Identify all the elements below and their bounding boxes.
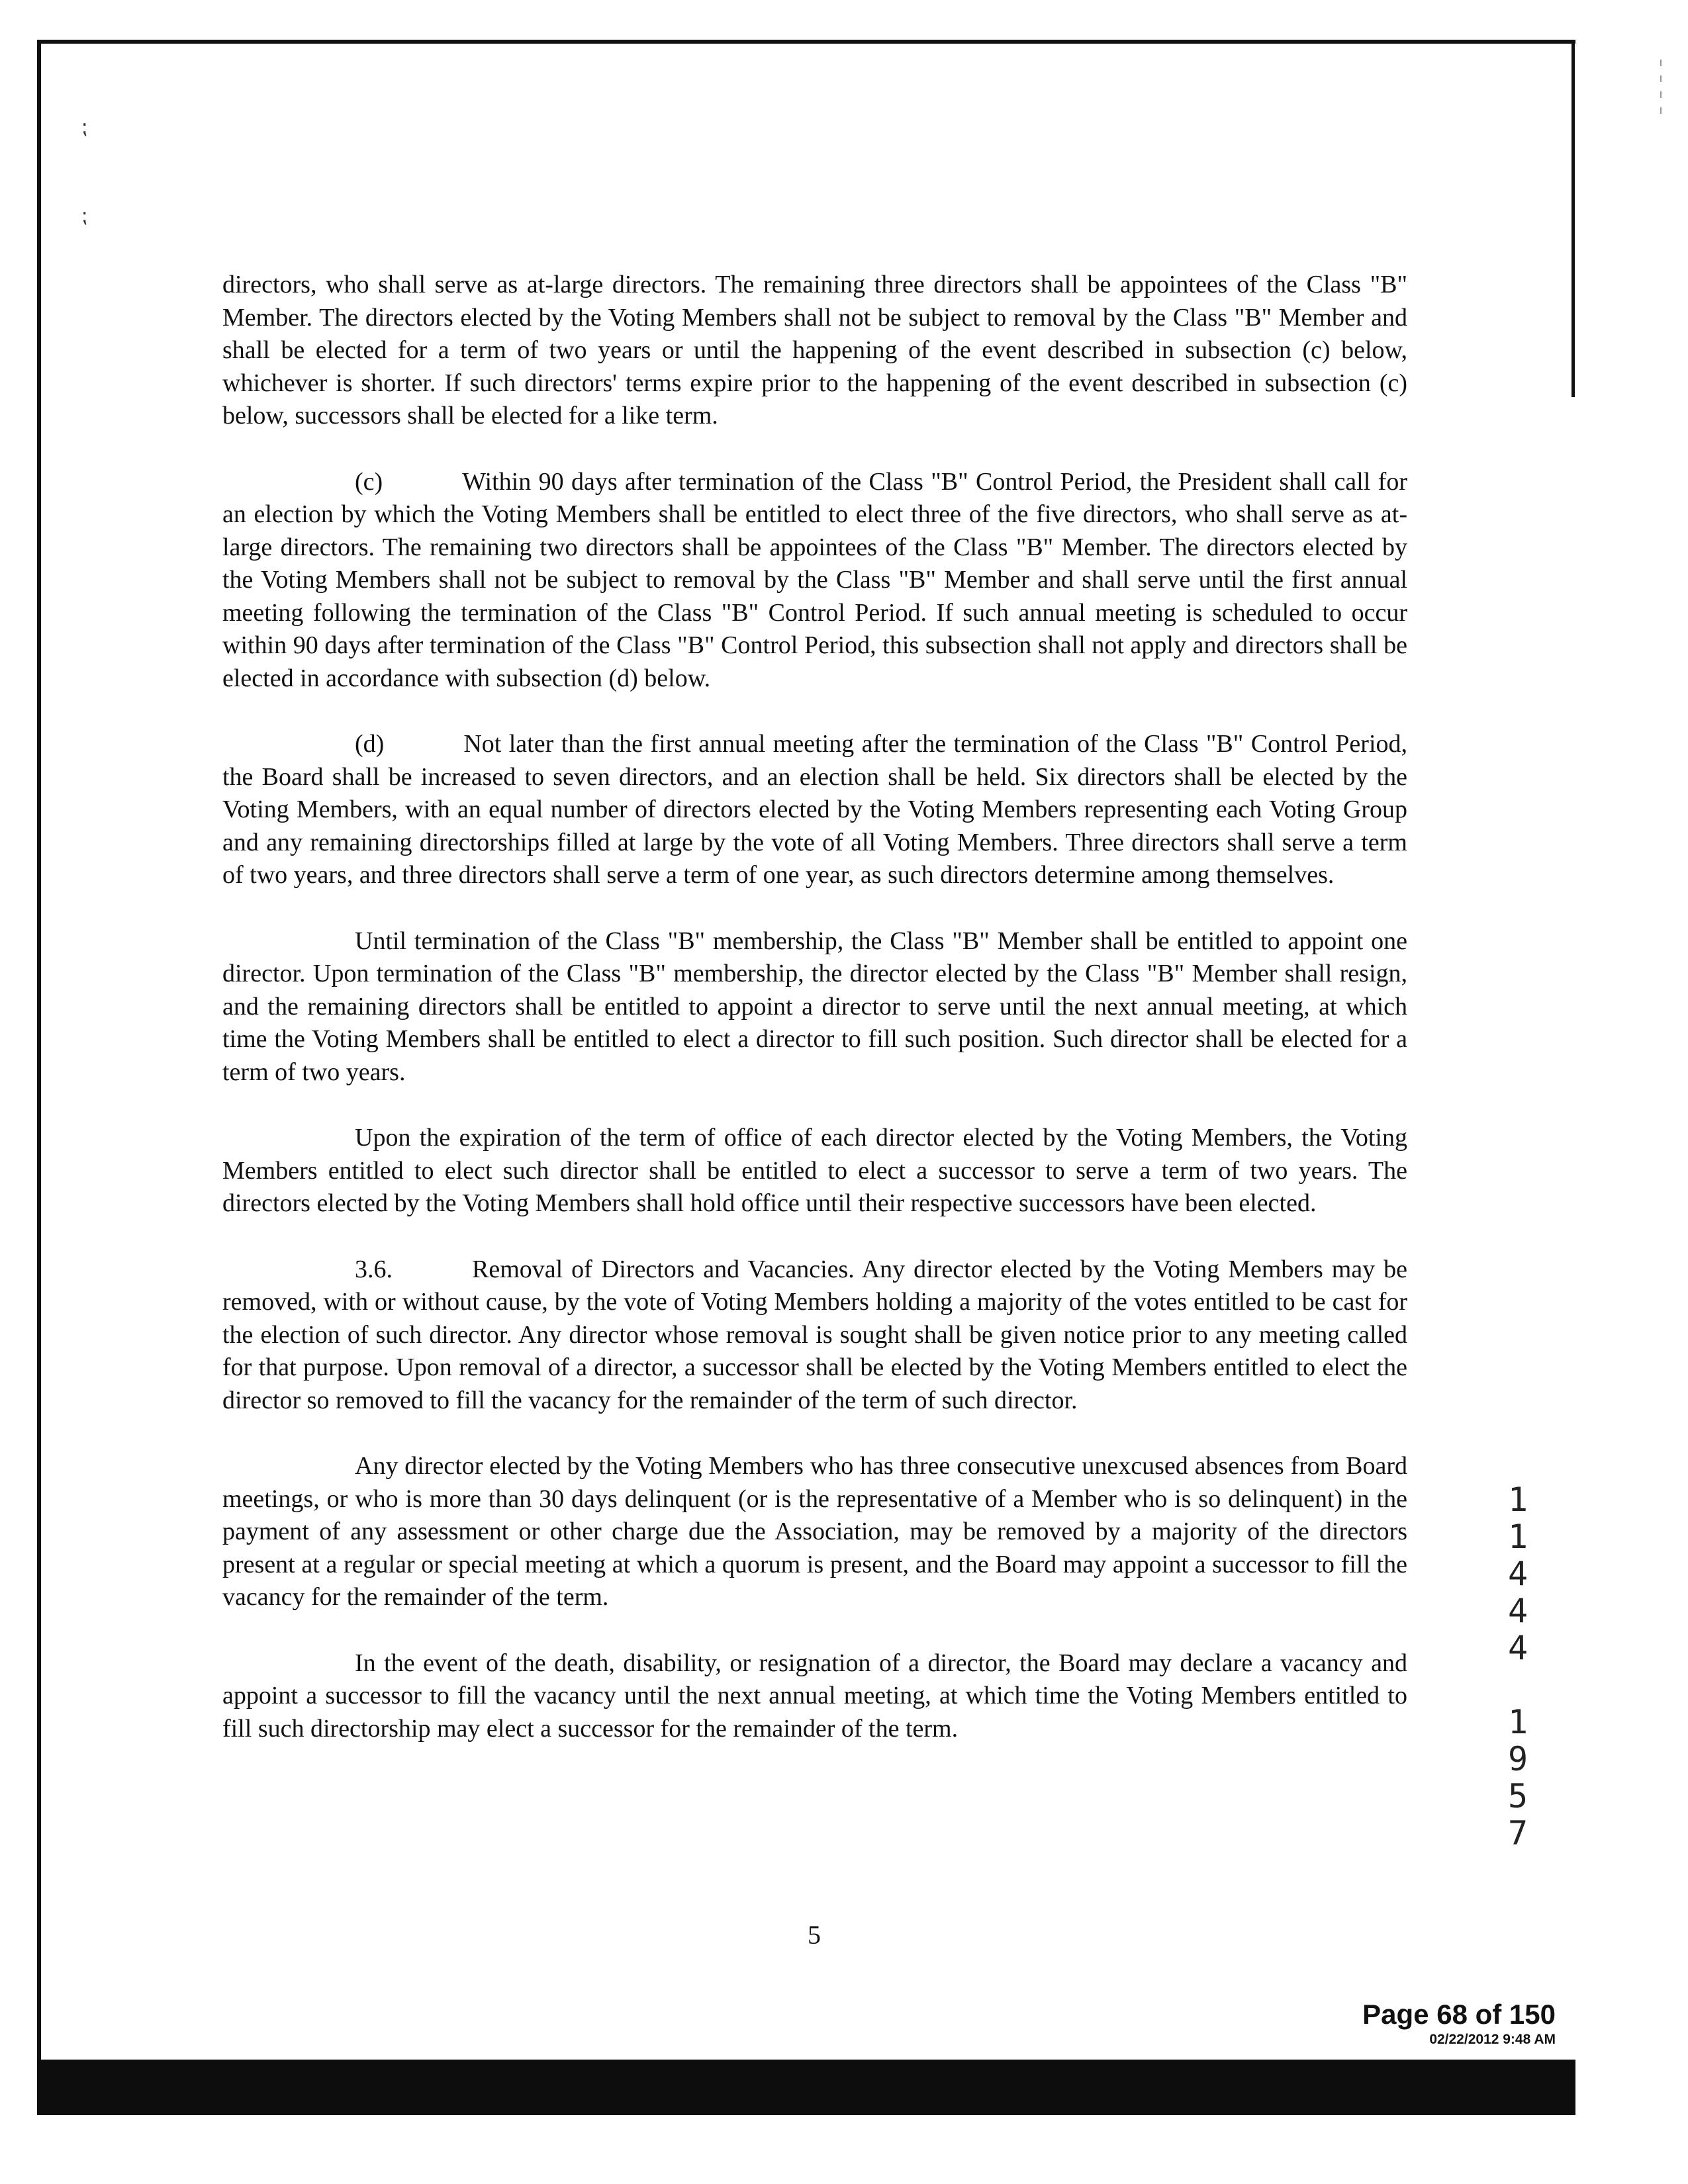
paragraph-subsection-c xyxy=(222,466,1407,696)
paragraph-text: directors, who shall serve as at-large directors. The remaining three directors shall be appointees of the Class "B" Member. The directors elected by the Voting Members shall not be subject to removal by the Class "B" Member and shall be elected for a term of two years or until the happening of the event described in subsection (c) below, whichever is shorter. If such directors' terms expire prior to the happening of the event described in subsection (c) below, successors shall be elected for a like term. xyxy=(222,271,1407,430)
paragraph-vacancy xyxy=(222,1647,1407,1746)
stamp-digit: 4 xyxy=(1507,1592,1528,1630)
paragraph-text: Any director elected by the Voting Members may be removed, with or without cause, by the vote of Voting Members holding a majority of the votes entitled to be cast for the election of such director. Any director whose removal is sought shall be given notice prior to any meeting called for that purpose. Upon removal of a director, a successor shall be elected by the Voting Members entitled to elect the director so removed to fill the vacancy for the remainder of the term of such director. xyxy=(222,1255,1408,1414)
paragraph-absences xyxy=(222,1450,1407,1614)
document-body xyxy=(222,269,1407,1778)
subsection-marker: (c) xyxy=(355,467,383,496)
stamp-digit: 7 xyxy=(1507,1814,1528,1852)
scan-speck: ⁏ xyxy=(81,116,88,139)
print-timestamp: 02/22/2012 9:48 AM xyxy=(1429,2032,1556,2047)
scan-speck: ⁏ xyxy=(81,205,88,228)
paragraph-text: Until termination of the Class "B" membership, the Class "B" Member shall be entitled to appoint one director. Upon termination of the Class "B" membership, the director elected by the Class "B" Member shall resign, and the remaining directors shall be entitled to appoint a director to serve until the next annual meeting, at which time the Voting Members shall be entitled to elect a director to fill such position. Such director shall be elected for a term of two years. xyxy=(222,927,1407,1086)
page-border-right xyxy=(1571,40,1575,397)
stamp-gap xyxy=(1501,1666,1534,1704)
paragraph-term-expiration xyxy=(222,1122,1407,1220)
paragraph-subsection-d xyxy=(222,728,1407,892)
stamp-digit: 5 xyxy=(1507,1777,1528,1815)
paragraph-text: In the event of the death, disability, or resignation of a director, the Board may declare a vacancy and appoint a successor to fill the vacancy until the next annual meeting, at which time the Voting Members entitled to fill such directorship may elect a successor for the remainder of the term. xyxy=(222,1649,1407,1743)
section-number: 3.6. xyxy=(355,1255,393,1283)
stamp-digit: 9 xyxy=(1507,1740,1528,1778)
page-number: 5 xyxy=(808,1920,821,1950)
stamp-digit: 1 xyxy=(1507,1480,1528,1519)
paragraph-section-3-6 xyxy=(222,1253,1407,1418)
scan-bottom-band xyxy=(37,2060,1575,2115)
paragraph-class-b-membership xyxy=(222,925,1407,1089)
subsection-marker: (d) xyxy=(355,730,385,758)
stamp-digit: 4 xyxy=(1507,1555,1528,1593)
stamp-digit: 1 xyxy=(1507,1703,1528,1741)
paragraph-text: Within 90 days after termination of the Class "B" Control Period, the President shall call for an election by which the Voting Members shall be entitled to elect three of the five directors, who shall serve as at-large directors. The remaining two directors shall be appointees of the Class "B" Member. The directors elected by the Voting Members shall not be subject to removal by the Class "B" Member and shall serve until the first annual meeting following the termination of the Class "B" Control Period. If such annual meeting is scheduled to occur within 90 days after termination of the Class "B" Control Period, this subsection shall not apply and directors shall be elected in accordance with subsection (d) below. xyxy=(222,467,1407,692)
paragraph-1 xyxy=(222,269,1407,433)
paragraph-text: Not later than the first annual meeting after the termination of the Class "B" Control Period, the Board shall be increased to seven directors, and an election shall be held. Six directors shall be elected by the Voting Members, with an equal number of directors elected by the Voting Members representing each Voting Group and any remaining directorships filled at large by the vote of all Voting Members. Three directors shall serve a term of two years, and three directors shall serve a term of one year, as such directors determine among themselves. xyxy=(222,730,1407,889)
scan-edge-marks xyxy=(1660,60,1662,119)
stamp-digit: 1 xyxy=(1507,1518,1528,1556)
recording-stamp xyxy=(1501,1481,1534,1852)
page-counter: Page 68 of 150 xyxy=(1362,1999,1556,2030)
page-border-top xyxy=(37,40,1575,44)
paragraph-text: Any director elected by the Voting Members who has three consecutive unexcused absences from Board meetings, or who is more than 30 days delinquent (or is the representative of a Member who is so delinquent) in the payment of any assessment or other charge due the Association, may be removed by a majority of the directors present at a regular or special meeting at which a quorum is present, and the Board may appoint a successor to fill the vacancy for the remainder of the term. xyxy=(222,1452,1407,1611)
section-heading: Removal of Directors and Vacancies. xyxy=(472,1255,855,1283)
page-border-left xyxy=(37,40,41,2085)
stamp-digit: 4 xyxy=(1507,1629,1528,1667)
paragraph-text: Upon the expiration of the term of office of each director elected by the Voting Members, the Voting Members entitled to elect such director shall be entitled to elect a successor to serve a term of two years. The directors elected by the Voting Members shall hold office until their respective successors have been elected. xyxy=(222,1124,1407,1217)
